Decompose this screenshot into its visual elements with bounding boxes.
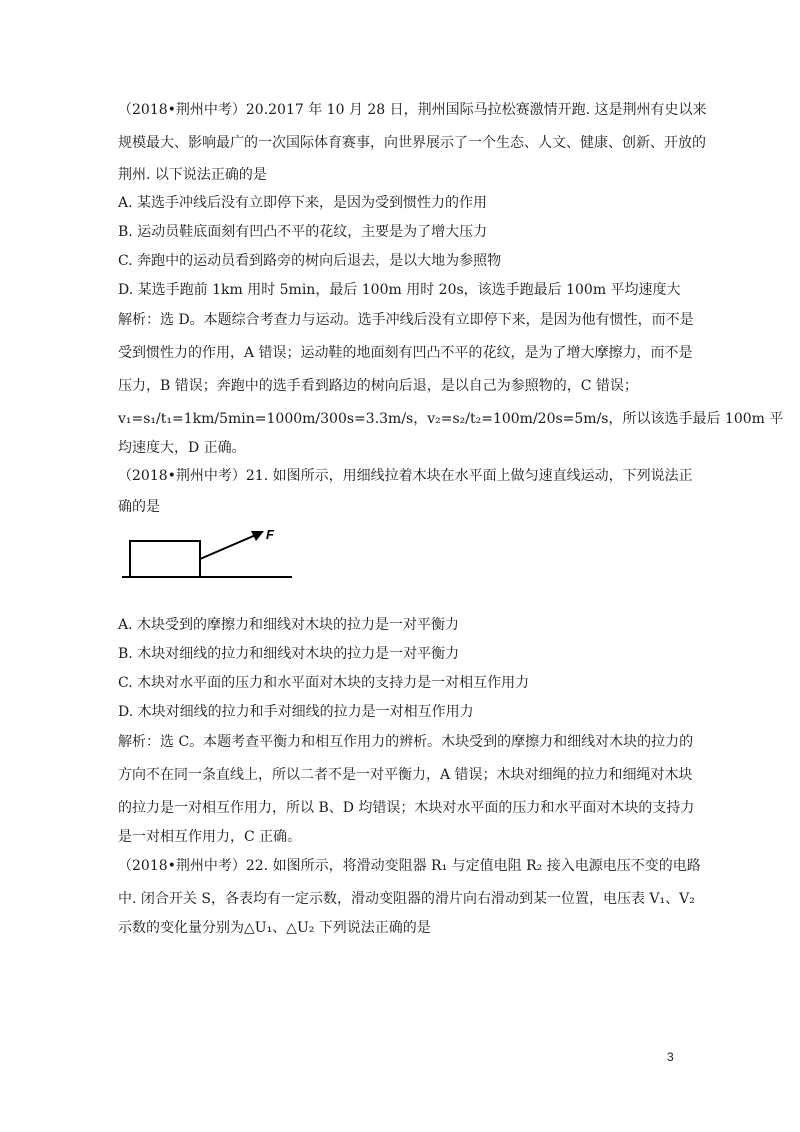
wooden-block [130,541,200,577]
q20-answer-line-5: 均速度大，D 正确。 [118,440,246,456]
q21-option-d: D. 木块对细线的拉力和手对细线的拉力是一对相互作用力 [118,704,474,720]
q21-option-c: C. 木块对水平面的压力和水平面对木块的支持力是一对相互作用力 [118,675,530,691]
q20-answer-line-3: 压力，B 错误；奔跑中的选手看到路边的树向后退，是以自己为参照物的，C 错误； [118,378,638,394]
q21-answer-line-1: 解析：选 C。本题考查平衡力和相互作用力的辨析。木块受到的摩擦力和细线对木块的拉力的 [118,734,694,750]
q20-option-b: B. 运动员鞋底面刻有凹凸不平的花纹，主要是为了增大压力 [118,224,488,240]
q20-answer-line-2: 受到惯性力的作用，A 错误；运动鞋的地面刻有凹凸不平的花纹，是为了增大摩擦力，而不是 [118,345,693,361]
q21-answer-line-2: 方向不在同一条直线上，所以二者不是一对平衡力，A 错误；木块对细绳的拉力和细绳对木块 [118,767,693,783]
block-force-diagram [118,525,298,585]
force-label: F [266,527,274,542]
q21-option-a: A. 木块受到的摩擦力和细线对木块的拉力是一对平衡力 [118,617,460,633]
q21-option-b: B. 木块对细线的拉力和细线对木块的拉力是一对平衡力 [118,646,460,662]
q21-answer-line-4: 是一对相互作用力，C 正确。 [118,829,302,845]
page-number: 3 [667,1050,674,1064]
q20-answer-line-4: v₁=s₁/t₁=1km/5min=1000m/300s=3.3m/s，v₂=s₂/t₂=100m/20s=5m/s，所以该选手最后 100m 平 [118,411,784,427]
q22-stem-line-3: 示数的变化量分别为△U₁、△U₂ 下列说法正确的是 [118,920,431,936]
q22-stem-line-2: 中. 闭合开关 S，各表均有一定示数，滑动变阻器的滑片向右滑动到某一位置，电压表 V₁、V₂ [118,891,695,907]
q22-stem-line-1: （2018•荆州中考）22. 如图所示，将滑动变阻器 R₁ 与定值电阻 R₂ 接入电源电压不变的电路 [118,858,701,874]
q20-option-d: D. 某选手跑前 1km 用时 5min，最后 100m 用时 20s，该选手跑最后 100m 平均速度大 [118,282,681,298]
q21-answer-line-3: 的拉力是一对相互作用力，所以 B、D 均错误；木块对水平面的压力和水平面对木块的支持力 [118,800,695,816]
q20-option-a: A. 某选手冲线后没有立即停下来，是因为受到惯性力的作用 [118,195,488,211]
q21-stem-line-2: 确的是 [118,499,160,515]
q20-stem-line-1: （2018•荆州中考）20.2017 年 10 月 28 日，荆州国际马拉松赛激情开跑. 这是荆州有史以来 [118,102,707,118]
q20-stem-line-3: 荆州. 以下说法正确的是 [118,167,267,183]
q20-stem-line-2: 规模最大、影响最广的一次国际体育赛事，向世界展示了一个生态、人文、健康、创新、开放的 [118,135,706,151]
q21-stem-line-1: （2018•荆州中考）21. 如图所示，用细线拉着木块在水平面上做匀速直线运动，下列说法正 [118,468,693,484]
pull-string [200,534,258,559]
q20-option-c: C. 奔跑中的运动员看到路旁的树向后退去，是以大地为参照物 [118,253,502,269]
q20-answer-line-1: 解析：选 D。本题综合考查力与运动。选手冲线后没有立即停下来，是因为他有惯性，而不是 [118,312,694,328]
